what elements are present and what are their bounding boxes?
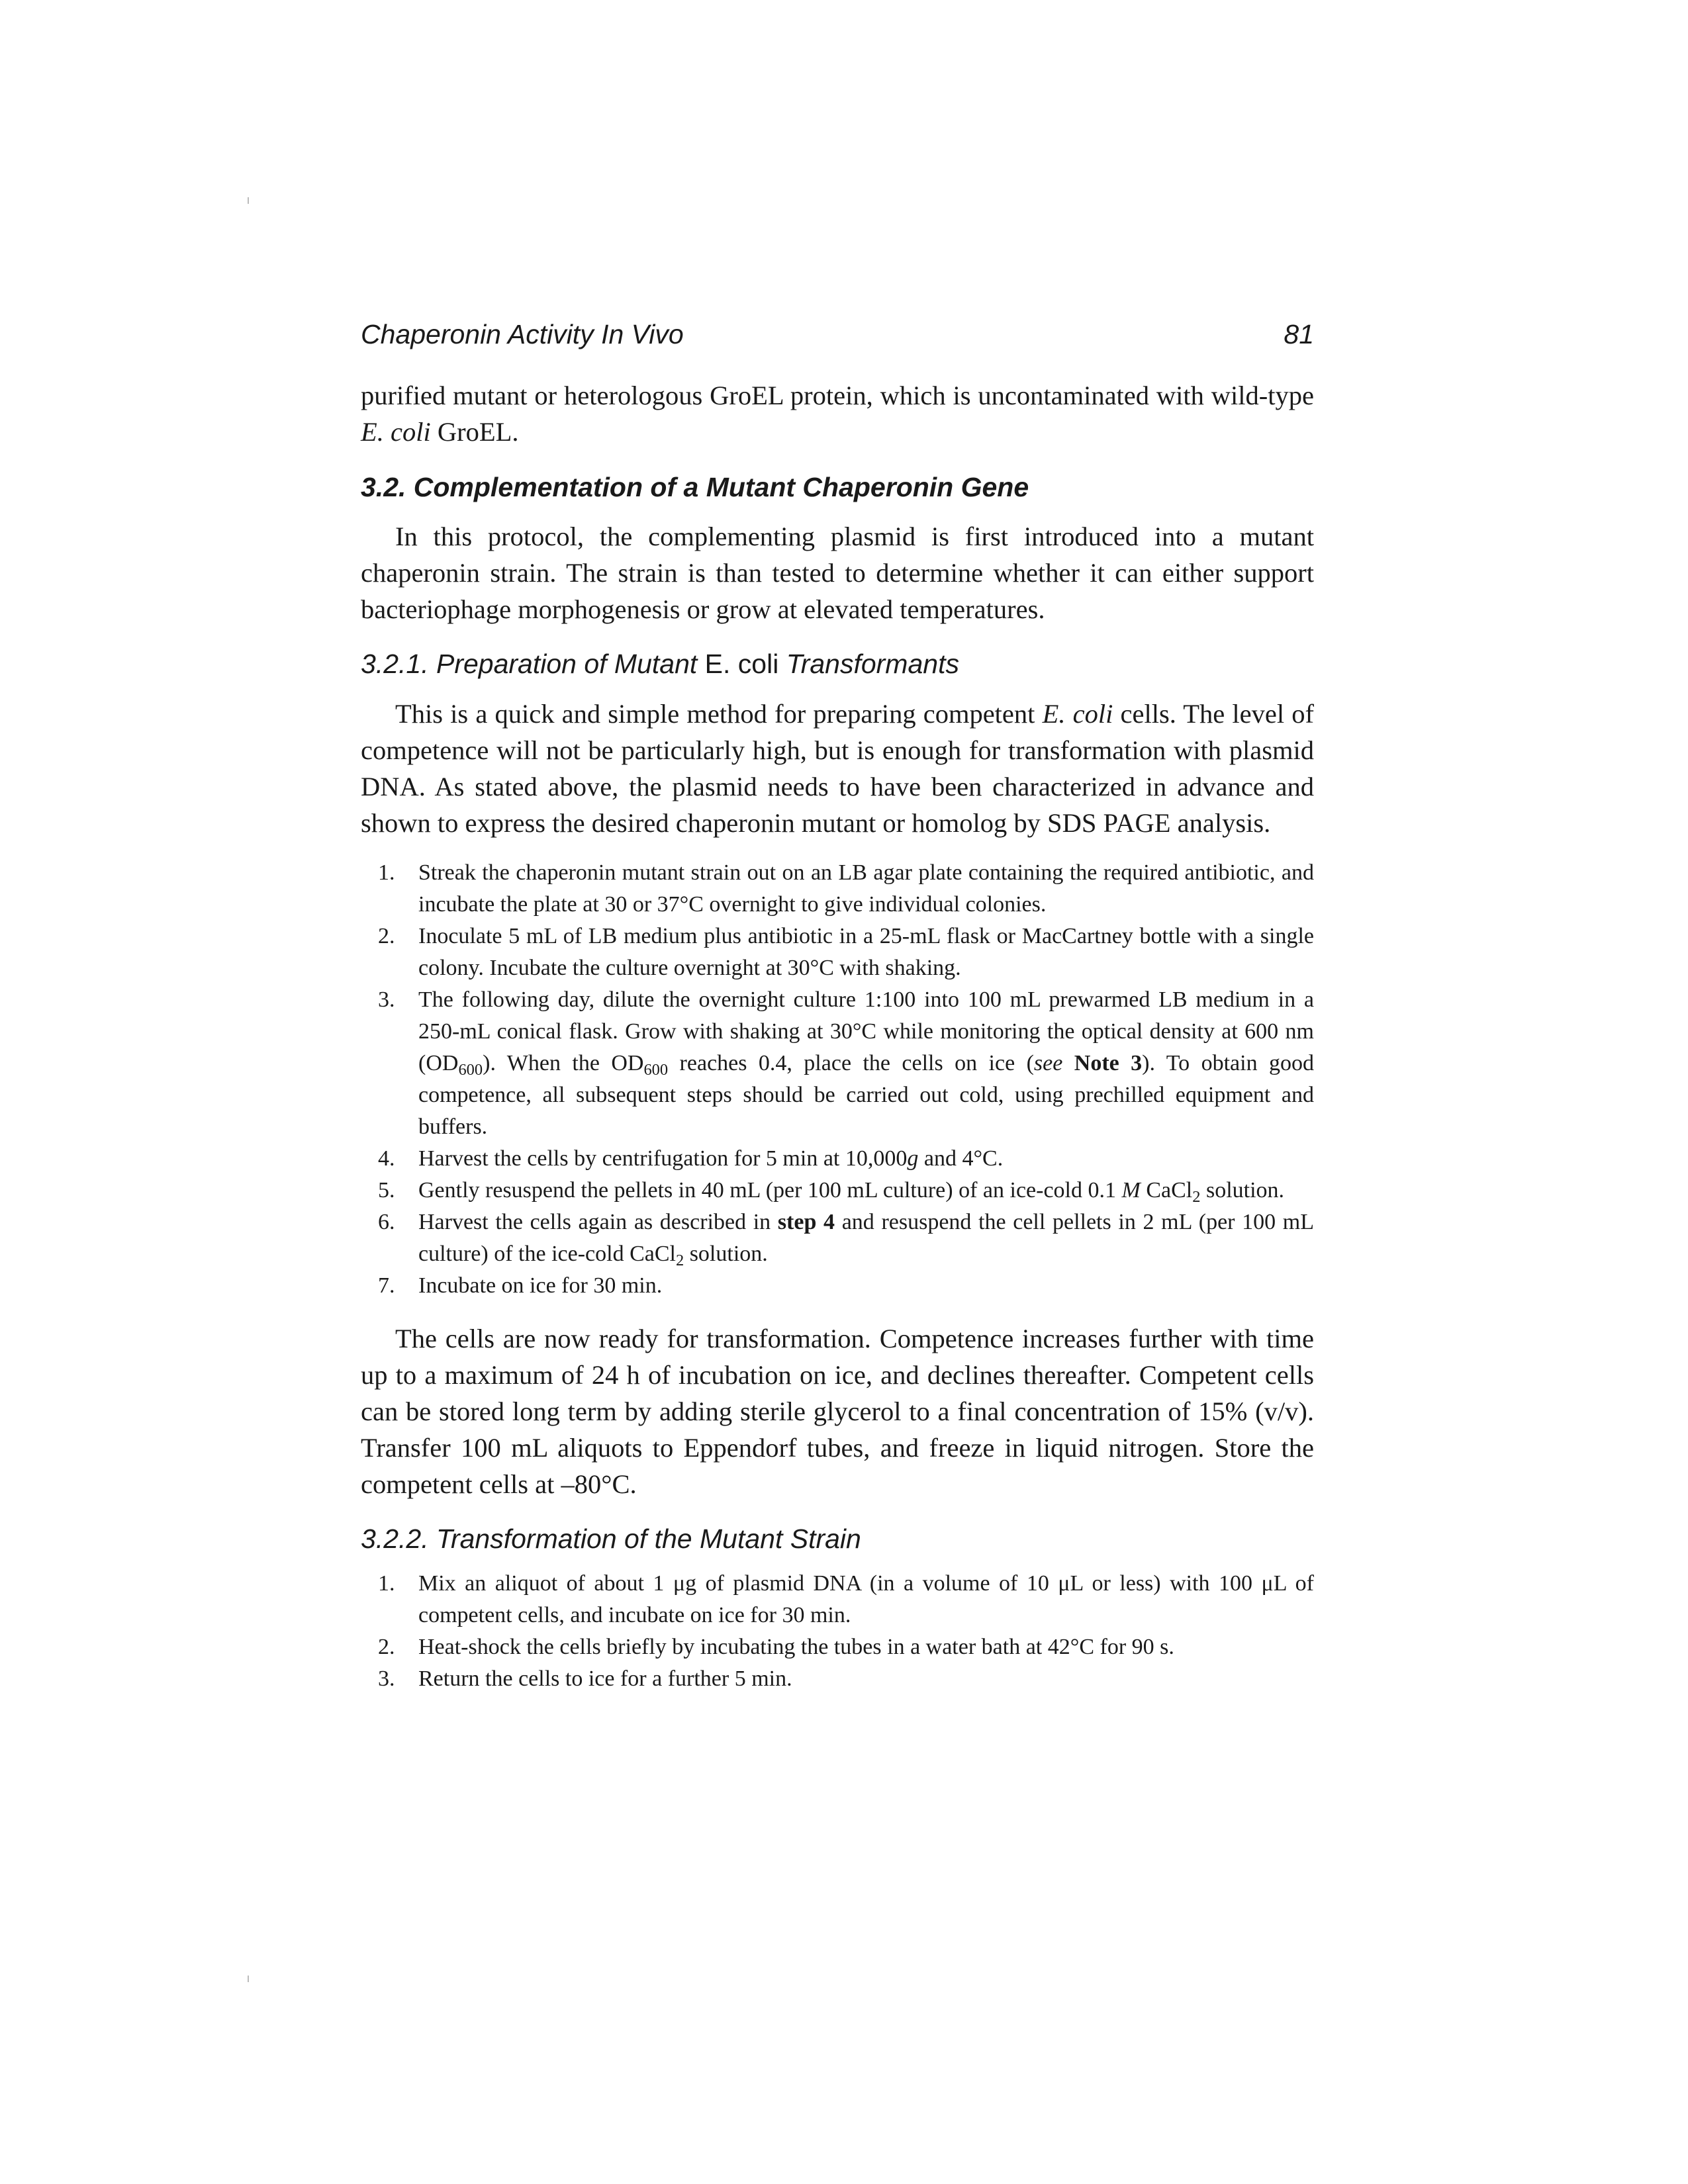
page-content	[361, 319, 1314, 1695]
section-3-2-1-paragraph: This is a quick and simple method for preparing competent E. coli cells. The level of competence will not be particularly high, but is enough for transformation with plasmid DNA. As stated above, the plasmid needs to have been characterized in advance and shown to express the desired chaperonin mutant or homolog by SDS PAGE analysis.	[361, 699, 1314, 838]
list-item: 3. Return the cells to ice for a further 5 min.	[378, 1666, 792, 1691]
list-item: 1. Streak the chaperonin mutant strain out on an LB agar plate containing the required antibiotic, and incubate the plate at 30 or 37°C overnight to give individual colonies.	[378, 860, 1314, 917]
running-header	[361, 319, 1314, 359]
section-3-2-1-closing-paragraph: The cells are now ready for transformation. Competence increases further with time up to a maximum of 24 h of incubation on ice, and declines thereafter. Competent cells can be stored long term by adding sterile glycerol to a final concentration of 15% (v/v). Transfer 100 mL aliquots to Eppendorf tubes, and freeze in liquid nitrogen. Store the competent cells at –80°C.	[361, 1324, 1314, 1499]
list-item: 5. Gently resuspend the pellets in 40 mL (per 100 mL culture) of an ice-cold 0.1 M CaCl$_2$ solution.	[378, 1178, 1285, 1206]
scan-edge-mark-top	[248, 197, 249, 204]
scan-edge-mark-bottom	[248, 1976, 249, 1982]
list-item: 4. Harvest the cells by centrifugation for 5 min at 10,000g and 4°C.	[378, 1146, 1004, 1171]
page-number: 81	[1284, 319, 1314, 349]
list-item: 3. The following day, dilute the overnight culture 1:100 into 100 mL prewarmed LB medium in a 250-mL conical flask. Grow with shaking at 30°C while monitoring the optical density at 600 nm $(OD_{600})$. When the $OD_{600}$ reaches 0.4, place the cells on ice (see Note 3). To obtain good competence, all subsequent steps should be carried out cold, using prechilled equipment and buffers.	[378, 987, 1314, 1139]
list-item: 2. Inoculate 5 mL of LB medium plus antibiotic in a 25-mL flask or MacCartney bottle with a single colony. Incubate the culture overnight at 30°C with shaking.	[378, 924, 1314, 980]
list-item: 2. Heat-shock the cells briefly by incubating the tubes in a water bath at 42°C for 90 s.	[378, 1635, 1174, 1659]
list-item: 7. Incubate on ice for 30 min.	[378, 1273, 663, 1298]
section-3-2-1-heading: 3.2.1. Preparation of Mutant E. coli Transformants	[361, 649, 959, 679]
section-3-2-paragraph: In this protocol, the complementing plasmid is first introduced into a mutant chaperonin strain. The strain is than tested to determine whether it can either support bacteriophage morphogenesis or grow at elevated temperatures.	[361, 522, 1314, 624]
section-3-2-heading: 3.2. Complementation of a Mutant Chaperonin Gene	[361, 472, 1029, 502]
running-title: Chaperonin Activity In Vivo	[361, 319, 684, 349]
section-3-2-2-heading: 3.2.2. Transformation of the Mutant Strain	[361, 1524, 861, 1554]
list-item: 6. Harvest the cells again as described in step 4 and resuspend the cell pellets in 2 mL (per 100 mL culture) of the ice-cold CaCl$_2$ solution.	[378, 1210, 1314, 1269]
transformation-steps	[361, 1568, 1314, 1695]
competent-cells-steps	[361, 857, 1314, 1302]
intro-paragraph: purified mutant or heterologous GroEL protein, which is uncontaminated with wild-type E. coli GroEL.	[361, 381, 1314, 447]
list-item: 1. Mix an aliquot of about 1 μg of plasmid DNA (in a volume of 10 μL or less) with 100 μL of competent cells, and incubate on ice for 30 min.	[378, 1571, 1314, 1627]
